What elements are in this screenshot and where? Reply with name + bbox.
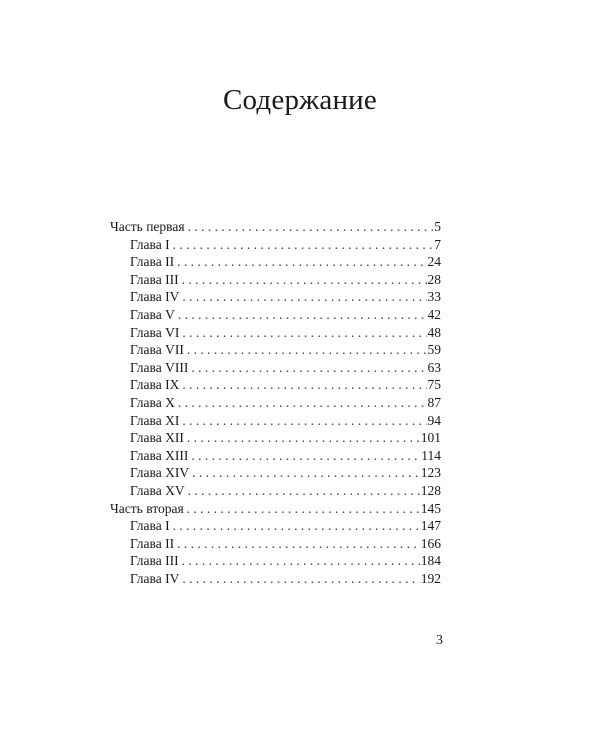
toc-entry-page: 7 xyxy=(434,236,441,252)
toc-chapter-entry xyxy=(110,324,441,342)
toc-chapter-entry xyxy=(110,236,441,254)
toc-chapter-entry xyxy=(110,464,441,482)
page-number: 3 xyxy=(436,633,443,648)
toc-entry-page: 128 xyxy=(420,482,441,498)
toc-entry-label: Глава II xyxy=(130,254,175,270)
dot-leader xyxy=(182,288,426,306)
toc-entry-label: Глава IV xyxy=(130,570,180,586)
toc-chapter-entry xyxy=(110,517,441,535)
toc-entry-label: Глава I xyxy=(130,518,170,534)
dot-leader xyxy=(191,447,420,465)
toc-entry-label: Глава V xyxy=(130,306,175,322)
toc-entry-page: 145 xyxy=(420,500,441,516)
toc-entry-page: 123 xyxy=(420,465,441,481)
toc-chapter-entry xyxy=(110,570,441,588)
toc-entry-page: 101 xyxy=(420,430,441,446)
toc-entry-label: Глава IV xyxy=(130,289,180,305)
dot-leader xyxy=(182,552,420,570)
toc-entry-label: Глава X xyxy=(130,394,175,410)
toc-chapter-entry xyxy=(110,447,441,465)
dot-leader xyxy=(187,341,427,359)
toc-entry-page: 28 xyxy=(427,271,441,287)
toc-entry-label: Глава XV xyxy=(130,482,185,498)
toc-chapter-entry xyxy=(110,412,441,430)
toc-entry-page: 94 xyxy=(427,412,441,428)
toc-entry-label: Глава XI xyxy=(130,412,180,428)
toc-chapter-entry xyxy=(110,535,441,553)
dot-leader xyxy=(182,412,426,430)
toc-entry-label: Часть вторая xyxy=(110,500,184,516)
dot-leader xyxy=(173,517,420,535)
toc-chapter-entry xyxy=(110,288,441,306)
toc-entry-page: 75 xyxy=(427,377,441,393)
toc-entry-label: Глава I xyxy=(130,236,170,252)
toc-entry-page: 63 xyxy=(427,359,441,375)
toc-chapter-entry xyxy=(110,376,441,394)
toc-entry-label: Глава XIII xyxy=(130,447,189,463)
toc-chapter-entry xyxy=(110,341,441,359)
toc-chapter-entry xyxy=(110,271,441,289)
toc-entry-page: 5 xyxy=(434,219,441,234)
toc-entry-page: 166 xyxy=(420,535,441,551)
toc-entry-page: 114 xyxy=(421,447,441,463)
toc-entry-label: Глава II xyxy=(130,535,175,551)
dot-leader xyxy=(191,359,426,377)
toc-entry-label: Глава IX xyxy=(130,377,180,393)
toc-entry-page: 48 xyxy=(427,324,441,340)
dot-leader xyxy=(178,306,427,324)
toc-entry-page: 33 xyxy=(427,289,441,305)
toc-entry-label: Глава XIV xyxy=(130,465,190,481)
toc-chapter-entry xyxy=(110,552,441,570)
dot-leader xyxy=(192,464,420,482)
toc-entry-page: 87 xyxy=(427,394,441,410)
dot-leader xyxy=(188,218,434,236)
toc-part-entry xyxy=(110,500,441,518)
toc-entry-label: Часть первая xyxy=(110,219,185,234)
toc-entry-page: 24 xyxy=(427,254,441,270)
dot-leader xyxy=(178,394,427,412)
dot-leader xyxy=(187,500,420,518)
dot-leader xyxy=(188,482,420,500)
toc-chapter-entry xyxy=(110,306,441,324)
toc-chapter-entry xyxy=(110,394,441,412)
toc-entry-page: 184 xyxy=(420,553,441,569)
dot-leader xyxy=(182,376,426,394)
toc-entry-label: Глава VI xyxy=(130,324,180,340)
dot-leader xyxy=(177,535,420,553)
toc-entry-page: 192 xyxy=(420,570,441,586)
toc-part-entry xyxy=(110,218,441,236)
dot-leader xyxy=(182,324,426,342)
dot-leader xyxy=(187,429,420,447)
dot-leader xyxy=(177,253,426,271)
toc-entry-page: 147 xyxy=(420,518,441,534)
toc-entry-label: Глава III xyxy=(130,271,179,287)
toc-chapter-entry xyxy=(110,359,441,377)
toc-entry-label: Глава XII xyxy=(130,430,184,446)
toc-chapter-entry xyxy=(110,482,441,500)
toc-chapter-entry xyxy=(110,429,441,447)
toc-entry-page: 42 xyxy=(427,306,441,322)
dot-leader xyxy=(182,271,427,289)
table-of-contents xyxy=(110,218,441,587)
toc-entry-label: Глава III xyxy=(130,553,179,569)
toc-chapter-entry xyxy=(110,253,441,271)
dot-leader xyxy=(182,570,419,588)
toc-entry-label: Глава VII xyxy=(130,342,184,358)
page-title: Содержание xyxy=(223,84,377,116)
toc-entry-page: 59 xyxy=(427,342,441,358)
dot-leader xyxy=(173,236,434,254)
toc-entry-label: Глава VIII xyxy=(130,359,189,375)
